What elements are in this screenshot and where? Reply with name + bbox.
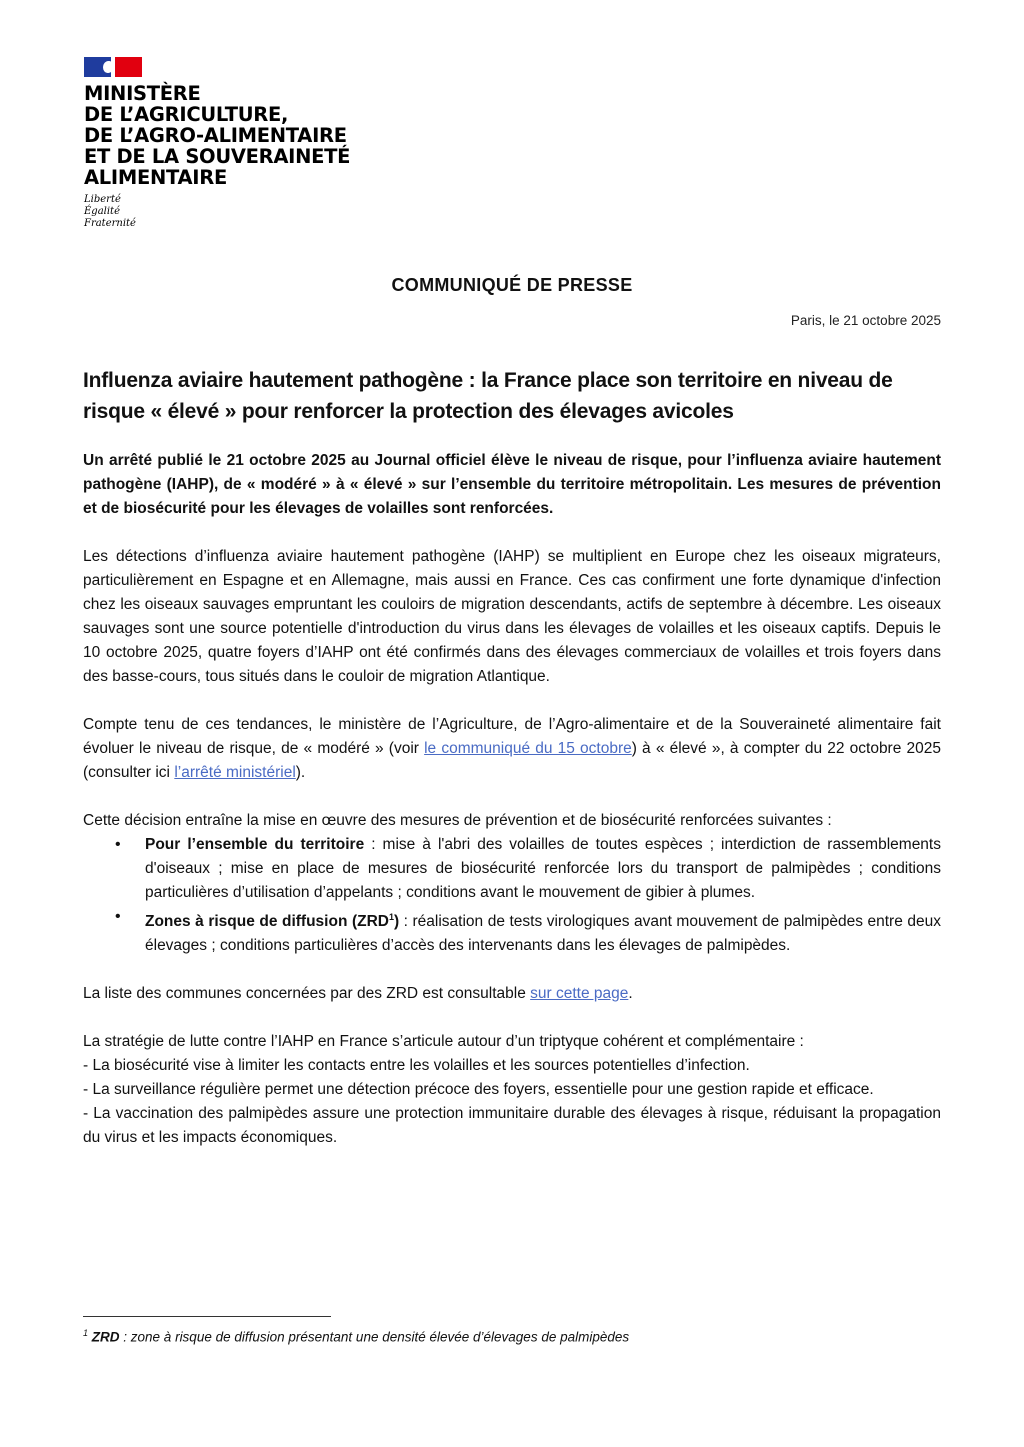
republic-motto: Liberté Égalité Fraternité	[84, 194, 136, 229]
communique-15-octobre-link[interactable]: le communiqué du 15 octobre	[424, 740, 632, 757]
measures-intro: Cette décision entraîne la mise en œuvre des mesures de prévention et de biosécurité renforcées suivantes :	[83, 812, 832, 829]
press-release-body	[83, 365, 941, 1150]
strategy-item-biosecurity: - La biosécurité vise à limiter les contacts entre les volailles et les sources potentielles d’infection.	[83, 1057, 750, 1075]
footnote-separator	[83, 1316, 331, 1317]
measures-list	[83, 833, 941, 958]
ministry-logo	[84, 57, 364, 230]
decision-paragraph: Compte tenu de ces tendances, le ministère de l’Agriculture, de l’Agro-alimentaire et de la Souveraineté alimentaire fait évoluer le niveau de risque, de « modéré » (voir le communiqué du 15 octobre) à « élevé », à compter du 22 octobre 2025 (consulter ici l’arrêté ministériel).	[83, 716, 941, 781]
arrete-ministeriel-link[interactable]: l’arrêté ministériel	[174, 764, 296, 781]
zrd-communes-link[interactable]: sur cette page	[530, 985, 629, 1003]
measure-item-territory: • Pour l’ensemble du territoire : mise à l'abri des volailles de toutes espèces ; interdiction de rassemblements d'oiseaux ; mise en place de mesures de biosécurité renforcée lors du transport de palmipèdes ; conditions particulières d’utilisation d’appelants ; conditions avant le mouvement de gibier à plumes.	[145, 833, 941, 905]
footnote: $^1$ ZRD : zone à risque de diffusion présentant une densité élevée d’élevages de palmipèdes	[83, 1328, 630, 1345]
zrd-list-paragraph: La liste des communes concernées par des ZRD est consultable sur cette page.	[83, 985, 633, 1003]
document-type-title: COMMUNIQUÉ DE PRESSE	[391, 275, 633, 295]
footnote-ref[interactable]: 1	[388, 912, 394, 922]
measure-item-zrd: • Zones à risque de diffusion (ZRD$^1$) : réalisation de tests virologiques avant mouvement de palmipèdes entre deux élevages ; conditions particulières d’accès des intervenants dans les élevages de palmipèdes.	[145, 905, 941, 958]
lead-paragraph: Un arrêté publié le 21 octobre 2025 au Journal officiel élève le niveau de risque, pour l’influenza aviaire hautement pathogène (IAHP), de « modéré » à « élevé » sur l’ensemble du territoire métropolitain. Les mesures de prévention et de biosécurité pour les élevages de volailles sont renforcées.	[83, 452, 941, 517]
strategy-item-surveillance: - La surveillance régulière permet une détection précoce des foyers, essentielle pour une gestion rapide et efficace.	[83, 1081, 874, 1099]
marianne-flag-icon	[84, 57, 142, 77]
headline: Influenza aviaire hautement pathogène : la France place son territoire en niveau de risque « élevé » pour renforcer la protection des élevages avicoles	[83, 369, 893, 423]
strategy-item-vaccination: - La vaccination des palmipèdes assure une protection immunitaire durable des élevages à risque, réduisant la propagation du virus et les impacts économiques.	[83, 1105, 941, 1147]
dateline: Paris, le 21 octobre 2025	[790, 313, 941, 328]
detections-paragraph: Les détections d’influenza aviaire hautement pathogène (IAHP) se multiplient en Europe chez les oiseaux migrateurs, particulièrement en Espagne et en Allemagne, mais aussi en France. Ces cas confirment une forte dynamique d'infection chez les oiseaux sauvages empruntant les couloirs de migration descendants, actifs de septembre à décembre. Les oiseaux sauvages sont une source potentielle d'introduction du virus dans les élevages de volailles et les oiseaux captifs. Depuis le 10 octobre 2025, quatre foyers d’IAHP ont été confirmés dans des élevages commerciaux de volailles et trois foyers dans des basse-cours, tous situés dans le couloir de migration Atlantique.	[83, 548, 941, 685]
strategy-intro: La stratégie de lutte contre l’IAHP en France s’articule autour d’un triptyque cohérent et complémentaire :	[83, 1033, 804, 1051]
ministry-name: MINISTÈRE DE L’AGRICULTURE, DE L’AGRO-ALIMENTAIRE ET DE LA SOUVERAINETÉ ALIMENTAIRE	[84, 82, 351, 189]
